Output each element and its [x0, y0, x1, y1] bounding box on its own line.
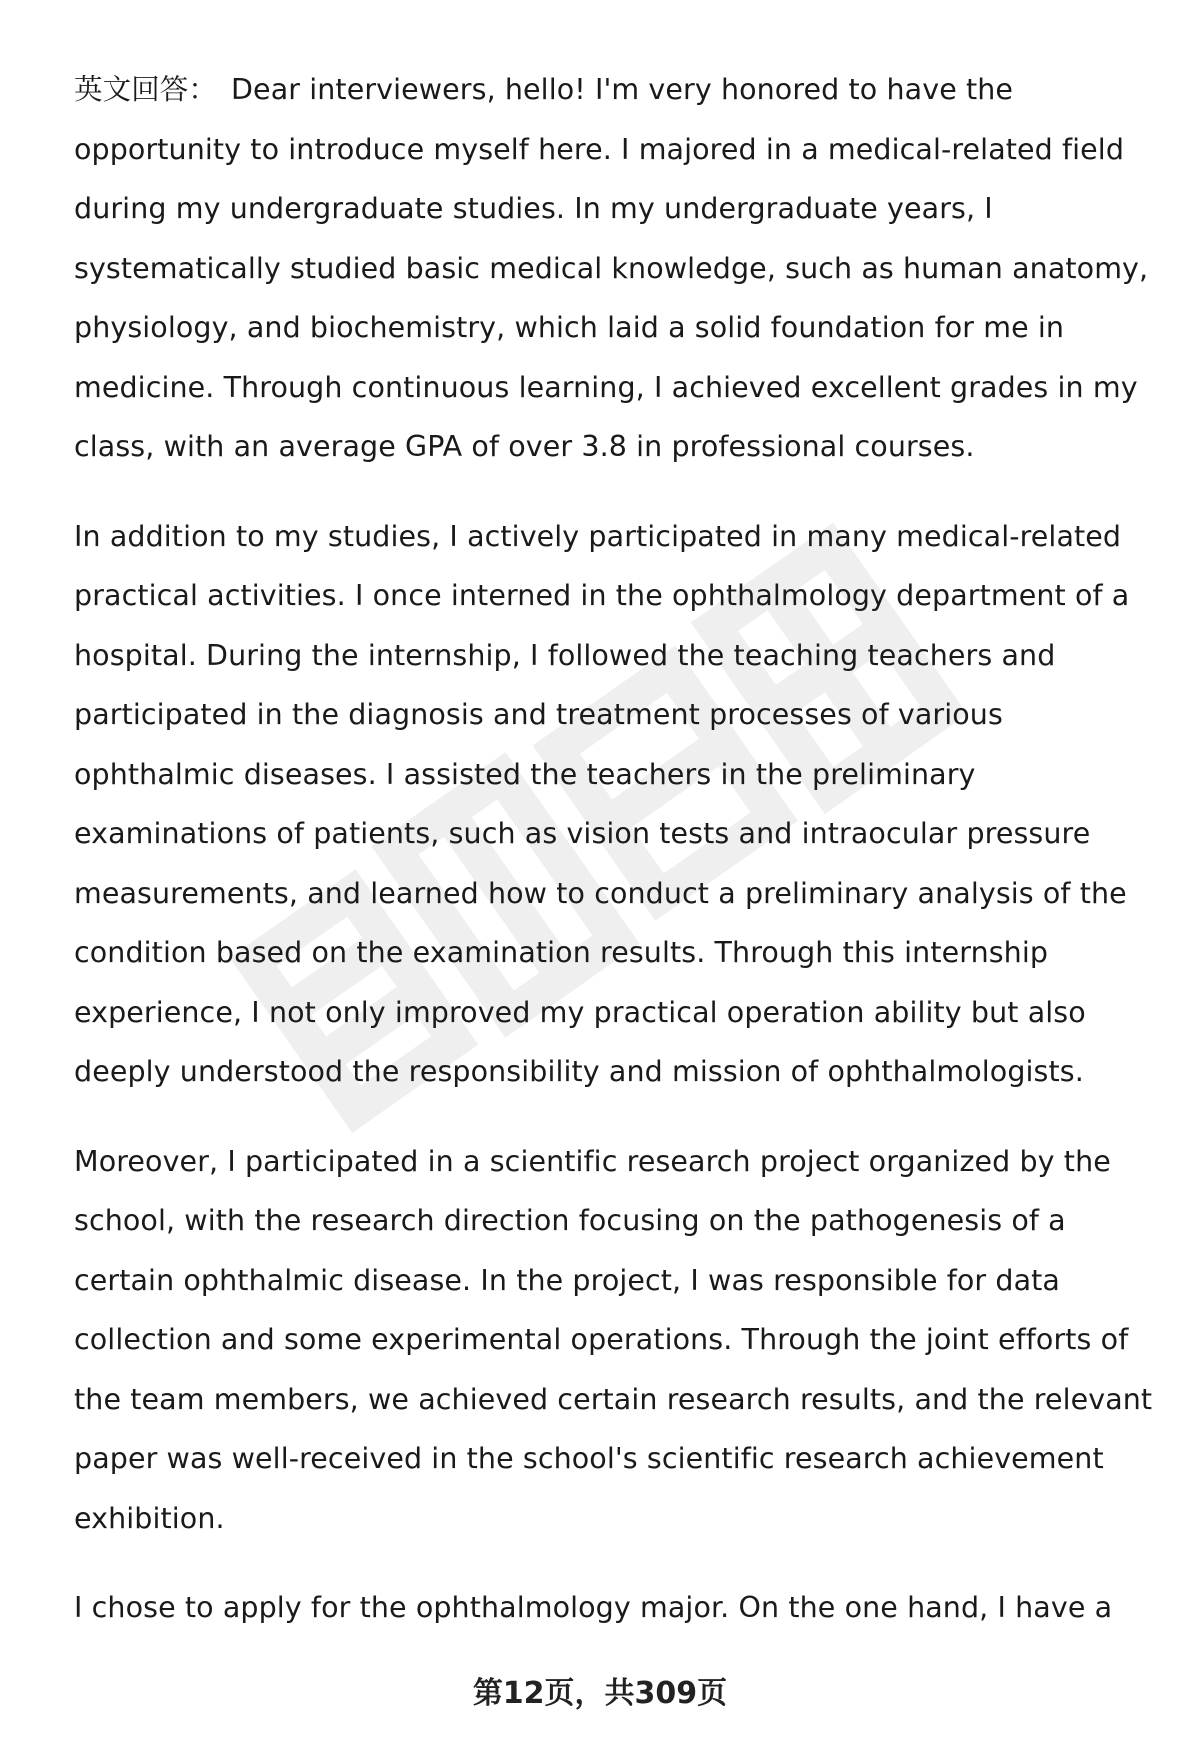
- paragraph-intro: [74, 60, 1164, 477]
- paragraph-text: Dear interviewers, hello! I'm very honored to have the opportunity to introduce myself here. I majored in a medical-related field during my undergraduate studies. In my undergraduate years, I systematically studied basic medical knowledge, such as human anatomy, physiology, and biochemistry, which laid a solid foundation for me in medicine. Through continuous learning, I achieved excellent grades in my class, with an average GPA of over 3.8 in professional courses.: [74, 73, 1149, 463]
- paragraph-text: In addition to my studies, I actively participated in many medical-related practical activities. I once interned in the ophthalmology department of a hospital. During the internship, I followed the teaching teachers and participated in the diagnosis and treatment processes of various ophthalmic diseases. I assisted the teachers in the preliminary examinations of patients, such as vision tests and intraocular pressure measurements, and learned how to conduct a preliminary analysis of the condition based on the examination results. Through this internship experience, I not only improved my practical operation ability but also deeply understood the responsibility and mission of ophthalmologists.: [74, 519, 1130, 1088]
- answer-label: 英文回答：: [74, 73, 218, 106]
- paragraph-text: Moreover, I participated in a scientific research project organized by the school, with the research direction focusing on the pathogenesis of a certain ophthalmic disease. In the project, I was responsible for data collection and some experimental operations. Through the joint efforts of the team members, we achieved certain research results, and the relevant paper was well-received in the school's scientific research achievement exhibition.: [74, 1144, 1153, 1535]
- paragraph-internship: [74, 507, 1164, 1102]
- paragraph-research: [74, 1132, 1164, 1549]
- paragraph-text: I chose to apply for the ophthalmology major. On the one hand, I have a: [74, 1591, 1113, 1624]
- paragraph-motivation: [74, 1578, 1164, 1638]
- page-indicator: 第12页，共309页: [472, 1676, 728, 1711]
- document-body: [74, 60, 1164, 1668]
